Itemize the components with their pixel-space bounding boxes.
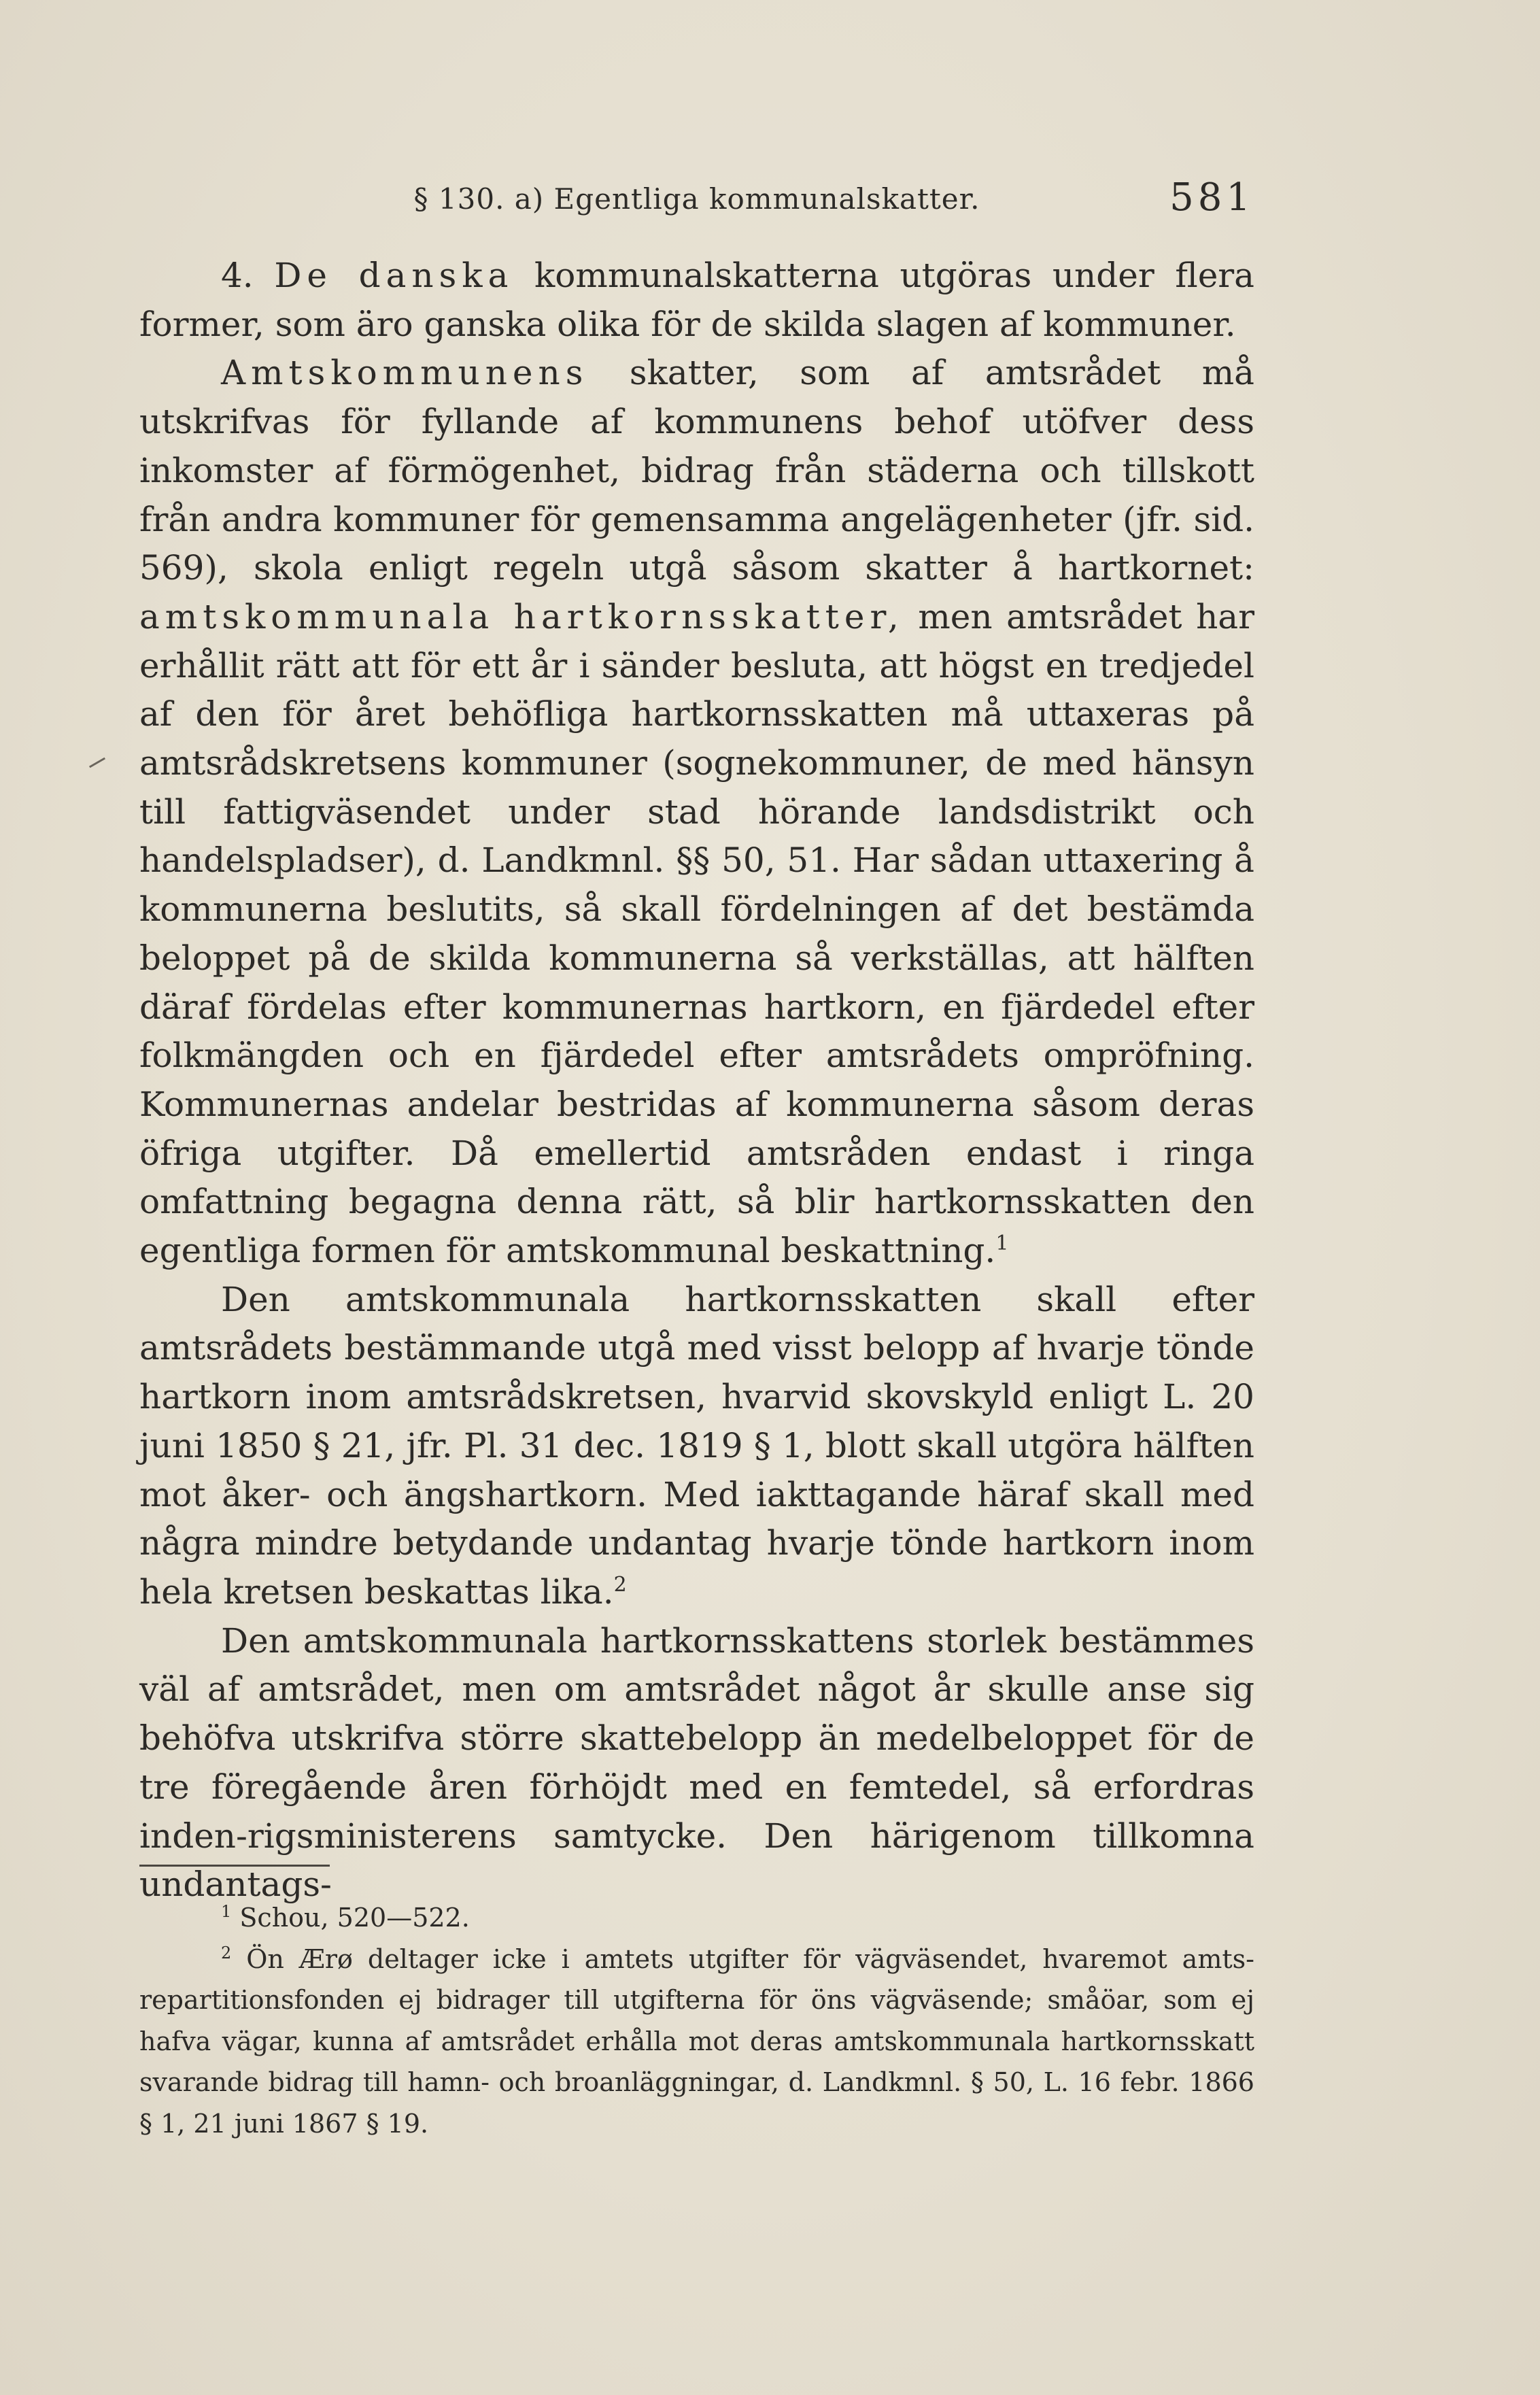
paragraph-text: Den amtskommunala hartkornsskattens storlek bestämmes väl af amtsrådet, men om amtsrådet något år skulle anse sig behöfva utskrifva större skattebelopp än medelbeloppet för de tre föregående åren förhöjdt med en femtedel, så erfordras inden-rigsministerens samtycke. Den härigenom tillkomna undantags- [139, 1620, 1254, 1905]
paragraph-3 [139, 1276, 1254, 1617]
paragraph-1 [139, 252, 1254, 349]
footnotes [139, 1897, 1254, 2144]
running-title: § 130. a) Egentliga kommunalskatter. [413, 182, 980, 216]
footnote [139, 1939, 1254, 2145]
paragraph-text: Den amtskommunala hartkornsskatten skall efter amtsrådets bestämmande utgå med visst belopp af hvarje tönde hartkorn inom amtsrådskretsen, hvarvid skovskyld enligt L. 20 juni 1850 § 21, jfr. Pl. 31 dec. 1819 § 1, blott skall utgöra hälften mot åker- och ängshartkorn. Med iakttagande häraf skall med några mindre betydande undantag hvarje tönde hartkorn inom hela kretsen beskattas lika. [139, 1279, 1254, 1612]
spaced-term: Amtskommunens [221, 353, 589, 393]
paragraph-2 [139, 349, 1254, 1275]
footnote-ref[interactable]: 1 [995, 1232, 1009, 1256]
paragraph-text: skatter, som af amtsrådet må utskrifvas för fyllande af kommunens behof utöfver dess inkomster af förmögenhet, bidrag från städerna och tillskott från andra kommuner för gemensamma angelägenheter (jfr. sid. 569), skola enligt regeln utgå såsom skatter å hartkornet: [139, 353, 1254, 588]
paragraph-text: kommunalskatterna utgöras under flera former, som äro ganska olika för de skilda slagen af kommuner. [139, 256, 1254, 344]
page-header [139, 175, 1254, 230]
page-number: 581 [1169, 175, 1254, 220]
spaced-term: amtskommunala hartkornsskatter, [139, 596, 904, 636]
section-number: 4. [221, 256, 254, 295]
footnote-ref[interactable]: 2 [613, 1572, 627, 1597]
footnote-number: 2 [221, 1943, 232, 1963]
footnote [139, 1897, 1254, 1939]
spaced-term: De danska [274, 256, 514, 295]
footnote-text: Schou, 520—522. [239, 1903, 470, 1933]
margin-pencil-mark [89, 758, 105, 768]
body-text [139, 252, 1254, 1909]
footnote-number: 1 [221, 1902, 232, 1921]
footnote-text: Ön Ærø deltager icke i amtets utgifter för vägväsendet, hvaremot amts-repartitionsfonden ej bidrager till utgifterna för öns vägväsende; småöar, som ej hafva vägar, kunna af amtsrådet erhålla mot deras amtskommunala hartkornsskatt svarande bidrag till hamn- och broanläggningar, d. Landkmnl. § 50, L. 16 febr. 1866 § 1, 21 juni 1867 § 19. [139, 1943, 1254, 2139]
footnote-rule [139, 1865, 330, 1867]
paragraph-text: men amtsrådet har erhållit rätt att för ett år i sänder besluta, att högst en tredjedel af den för året behöfliga hartkornsskatten må uttaxeras på amtsrådskretsens kommuner (sognekommuner, de med hänsyn till fattigväsendet under stad hörande landsdistrikt och handelspladser), d. Landkmnl. §§ 50, 51. Har sådan uttaxering å kommunerna beslutits, så skall fördelningen af det bestämda beloppet på de skilda kommunerna så verkställas, att hälften däraf fördelas efter kommunernas hartkorn, en fjärdedel efter folkmängden och en fjärdedel efter amtsrådets ompröfning. Kommunernas andelar bestridas af kommunerna såsom deras öfriga utgifter. Då emellertid amtsråden endast i ringa omfattning begagna denna rätt, så blir hartkornsskatten den egentliga formen för amtskommunal beskattning. [139, 596, 1254, 1271]
